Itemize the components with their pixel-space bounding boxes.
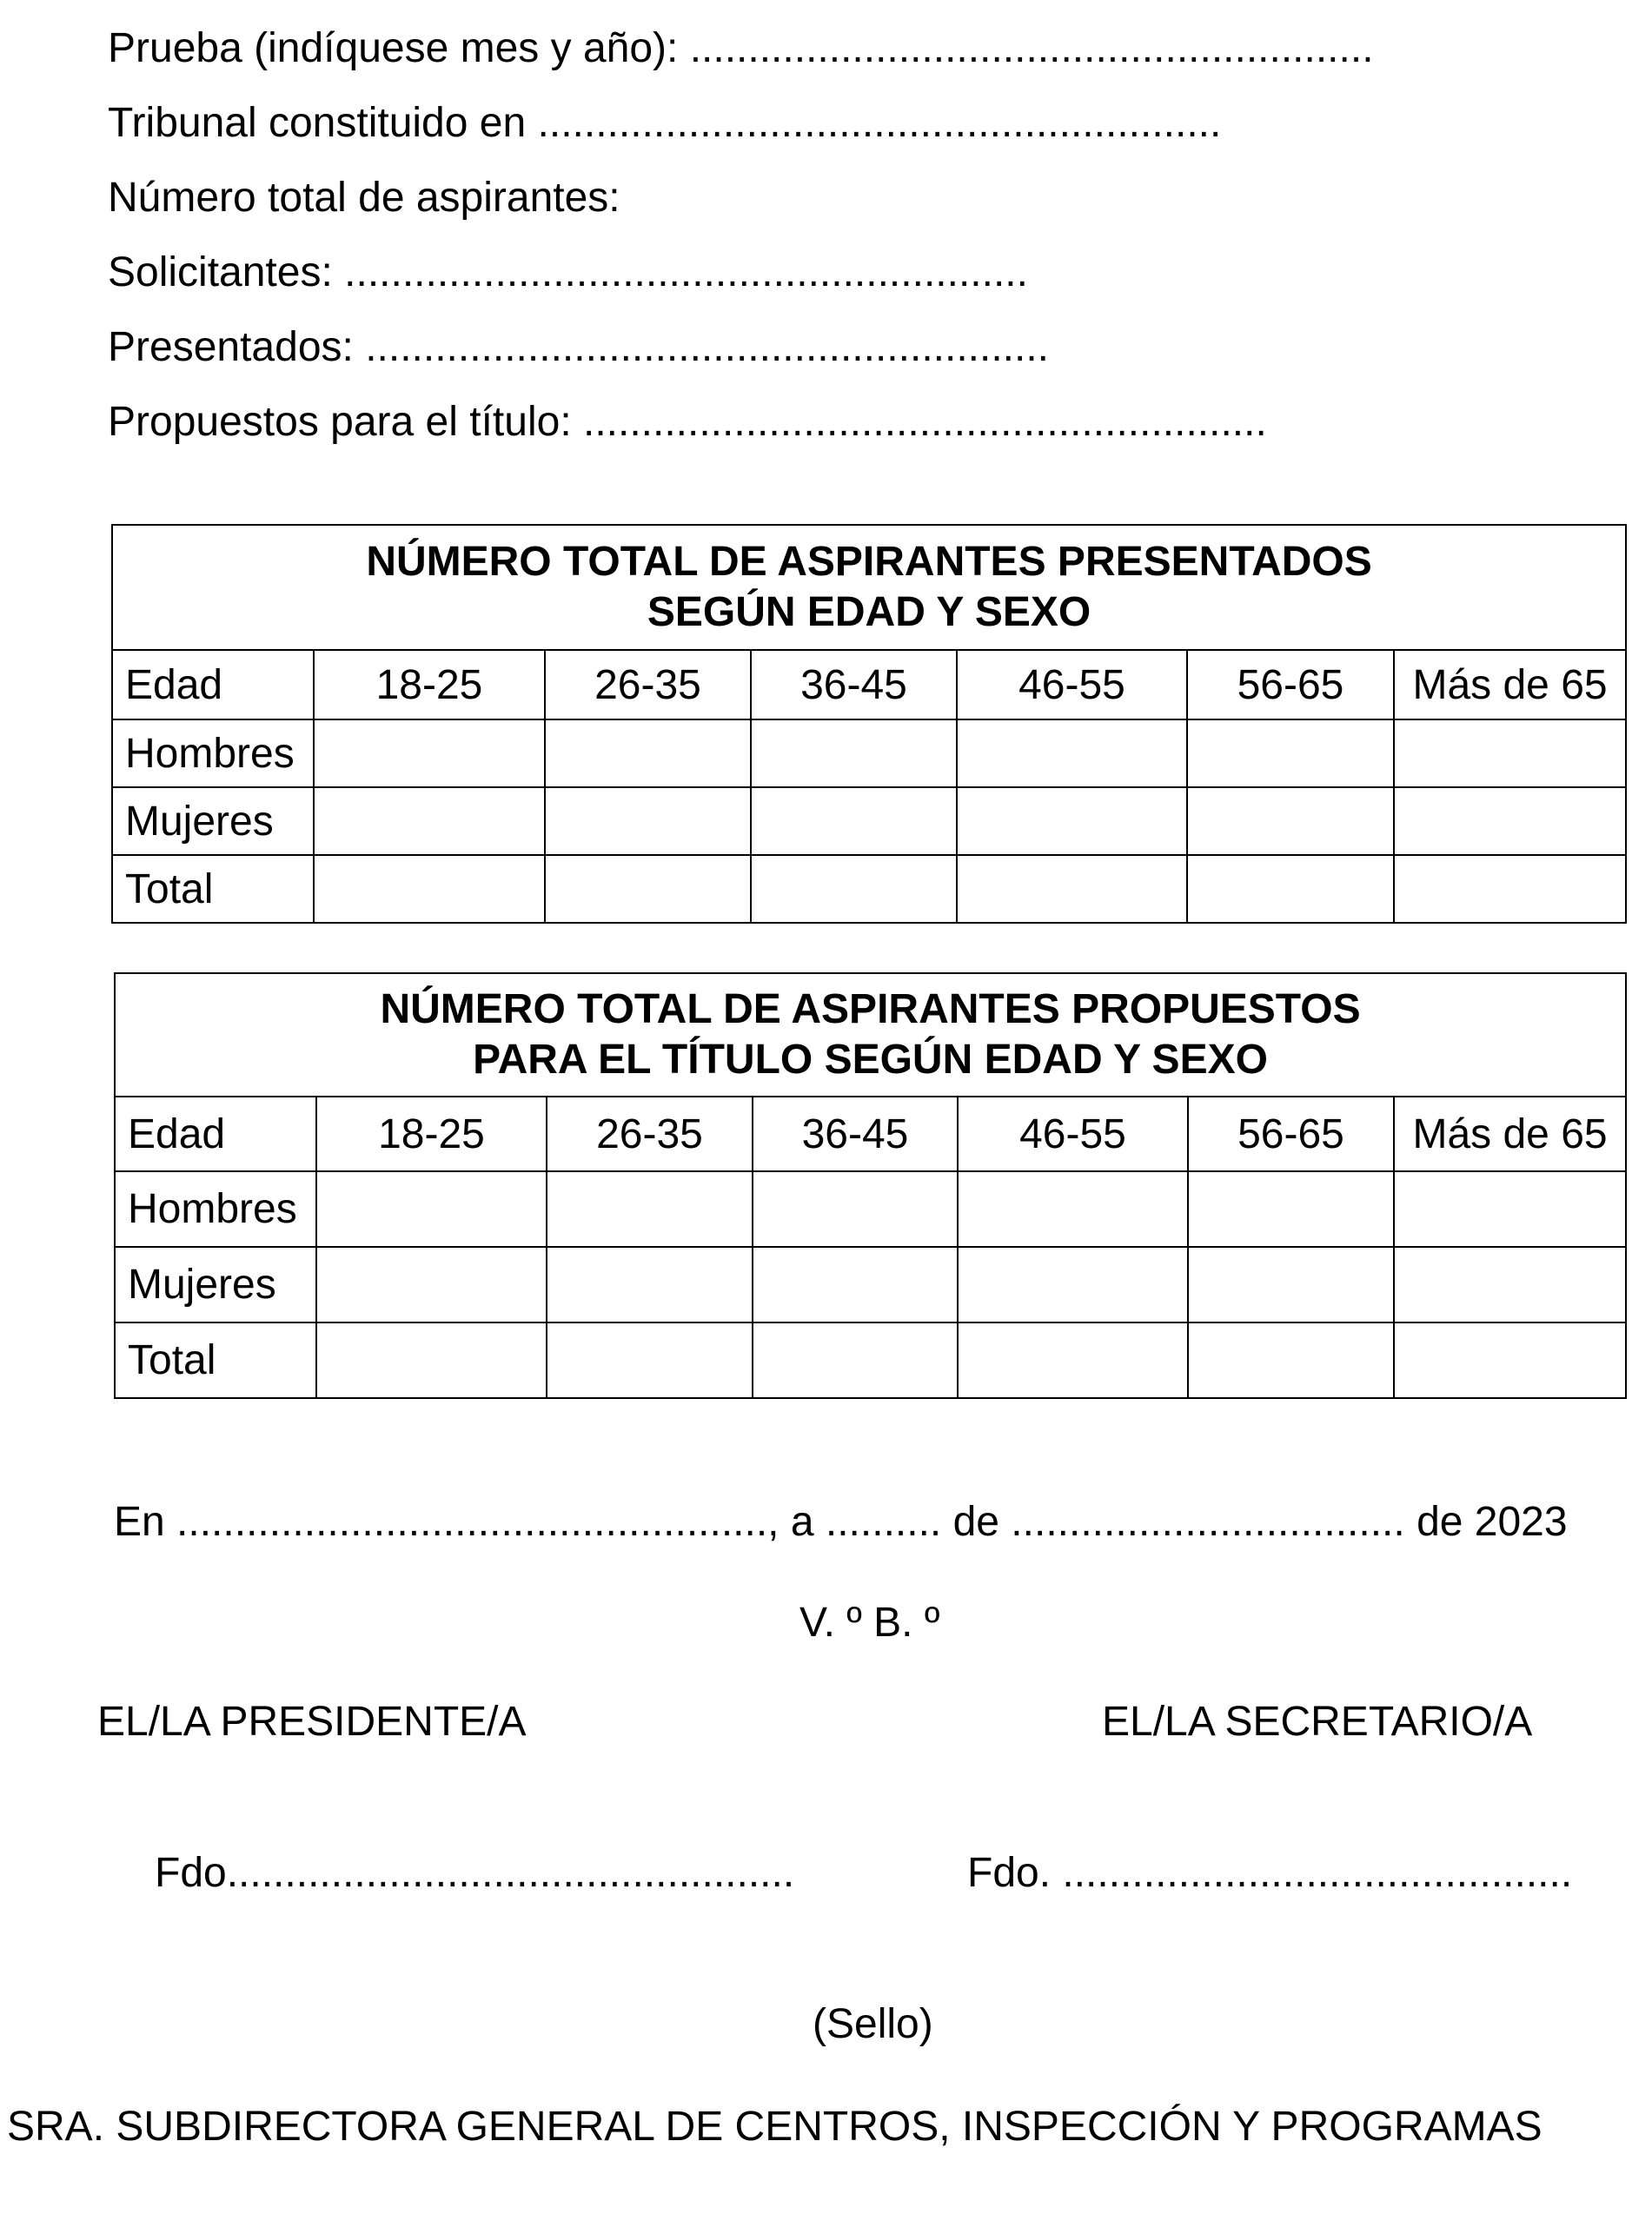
age-cell: Más de 65 [1394, 1097, 1626, 1171]
row-label-men: Hombres [115, 1171, 316, 1247]
empty-cell [547, 1247, 753, 1322]
empty-cell [1394, 1247, 1626, 1322]
president-label: EL/LA PRESIDENTE/A [97, 1699, 527, 1745]
age-cell: 36-45 [751, 650, 957, 719]
age-cell: 36-45 [753, 1097, 958, 1171]
secretary-signature-line: Fdo. ............................................ [967, 1850, 1573, 1896]
table-row [112, 719, 1626, 787]
empty-cell [314, 787, 545, 855]
row-label-men: Hombres [112, 719, 314, 787]
empty-cell [545, 719, 751, 787]
empty-cell [957, 855, 1187, 923]
empty-cell [547, 1171, 753, 1247]
proposed-dots: ........................................................... [582, 399, 1267, 445]
exam-date-dots: ........................................................... [689, 25, 1374, 71]
presented-table-title-line1: NÚMERO TOTAL DE ASPIRANTES PRESENTADOS [366, 539, 1372, 585]
presented-table-title-line2: SEGÚN EDAD Y SEXO [647, 589, 1091, 635]
proposed-table-age-row [115, 1097, 1626, 1171]
empty-cell [545, 787, 751, 855]
empty-cell [1394, 719, 1626, 787]
empty-cell [957, 787, 1187, 855]
age-cell: 46-55 [957, 650, 1187, 719]
empty-cell [1394, 1171, 1626, 1247]
presented-table [111, 524, 1627, 924]
addressee: SRA. SUBDIRECTORA GENERAL DE CENTROS, INSPECCIÓN Y PROGRAMAS [7, 2104, 1543, 2150]
age-header-cell: Edad [115, 1097, 316, 1171]
row-label-women: Mujeres [115, 1247, 316, 1322]
empty-cell [547, 1322, 753, 1398]
empty-cell [1188, 1171, 1394, 1247]
presented-label: Presentados: [108, 324, 366, 370]
empty-cell [314, 855, 545, 923]
age-cell: 18-25 [316, 1097, 547, 1171]
empty-cell [958, 1322, 1188, 1398]
tribunal-label: Tribunal constituido en [108, 100, 538, 146]
tribunal-line [108, 99, 1221, 148]
proposed-table [114, 972, 1627, 1399]
total-applicants-line [108, 174, 620, 222]
proposed-table-title [115, 973, 1626, 1097]
empty-cell [316, 1171, 547, 1247]
proposed-table-title-line1: NÚMERO TOTAL DE ASPIRANTES PROPUESTOS [380, 986, 1361, 1032]
age-cell: 26-35 [545, 650, 751, 719]
table-row [115, 1171, 1626, 1247]
empty-cell [316, 1247, 547, 1322]
tribunal-dots: ........................................................... [537, 100, 1222, 146]
table-row [112, 855, 1626, 923]
age-header-cell: Edad [112, 650, 314, 719]
proposed-table-title-line2: PARA EL TÍTULO SEGÚN EDAD Y SEXO [473, 1037, 1268, 1083]
empty-cell [1187, 855, 1394, 923]
empty-cell [1394, 787, 1626, 855]
empty-cell [957, 719, 1187, 787]
presented-dots: ........................................................... [365, 324, 1050, 370]
age-cell: 56-65 [1188, 1097, 1394, 1171]
table-row [115, 1322, 1626, 1398]
empty-cell [751, 787, 957, 855]
age-cell: Más de 65 [1394, 650, 1626, 719]
presented-table-age-row [112, 650, 1626, 719]
presented-table-title [112, 525, 1626, 650]
age-cell: 56-65 [1187, 650, 1394, 719]
applicants-label: Solicitantes: [108, 249, 345, 295]
empty-cell [753, 1322, 958, 1398]
vobo-label: V. º B. º [799, 1600, 940, 1646]
applicants-dots: ........................................................... [344, 249, 1028, 295]
empty-cell [314, 719, 545, 787]
empty-cell [1188, 1247, 1394, 1322]
president-signature-line: Fdo................................................. [155, 1850, 795, 1896]
empty-cell [1394, 1322, 1626, 1398]
empty-cell [751, 855, 957, 923]
empty-cell [1188, 1322, 1394, 1398]
empty-cell [1187, 787, 1394, 855]
row-label-total: Total [112, 855, 314, 923]
empty-cell [545, 855, 751, 923]
empty-cell [753, 1171, 958, 1247]
seal-label: (Sello) [813, 2001, 933, 2047]
exam-date-label: Prueba (indíquese mes y año): [108, 25, 690, 71]
age-cell: 26-35 [547, 1097, 753, 1171]
place-date-line: En ..................................................., a .......... de .................................. de 2023 [114, 1499, 1568, 1545]
proposed-label: Propuestos para el título: [108, 399, 583, 445]
empty-cell [958, 1247, 1188, 1322]
proposed-line [108, 398, 1267, 447]
row-label-total: Total [115, 1322, 316, 1398]
empty-cell [958, 1171, 1188, 1247]
empty-cell [751, 719, 957, 787]
empty-cell [1187, 719, 1394, 787]
presented-line [108, 323, 1049, 372]
exam-date-line [108, 24, 1374, 73]
table-row [115, 1247, 1626, 1322]
empty-cell [1394, 855, 1626, 923]
row-label-women: Mujeres [112, 787, 314, 855]
secretary-label: EL/LA SECRETARIO/A [1102, 1699, 1533, 1745]
age-cell: 18-25 [314, 650, 545, 719]
total-applicants-label: Número total de aspirantes: [108, 175, 620, 221]
table-row [112, 787, 1626, 855]
age-cell: 46-55 [958, 1097, 1188, 1171]
empty-cell [316, 1322, 547, 1398]
applicants-line [108, 249, 1028, 297]
empty-cell [753, 1247, 958, 1322]
